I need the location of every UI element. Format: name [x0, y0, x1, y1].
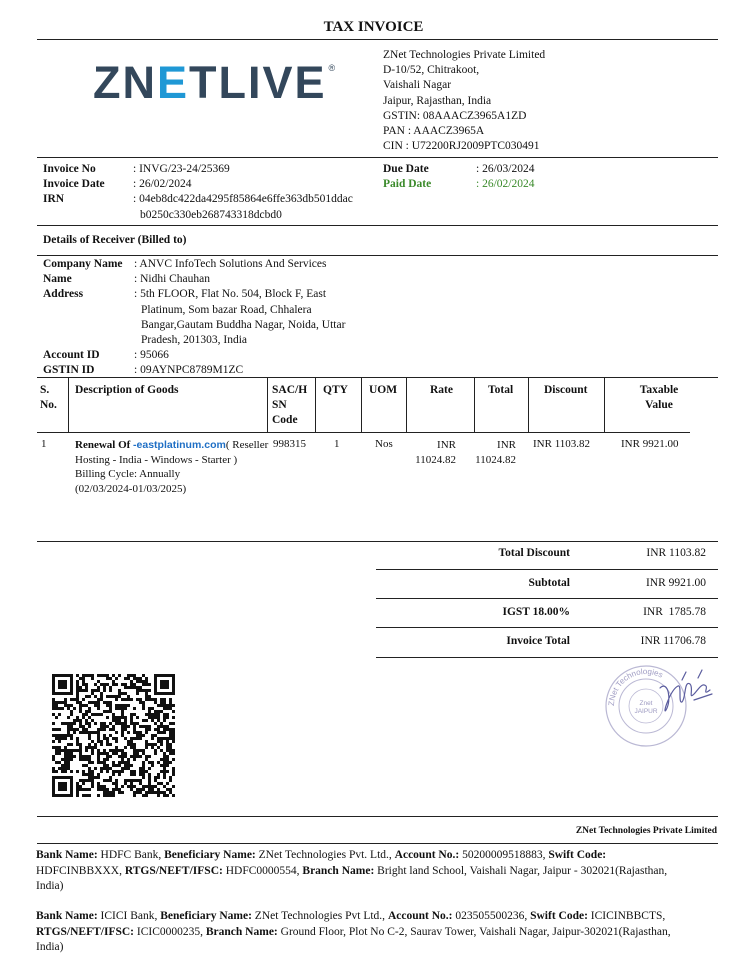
rate-value: 11024.82 — [415, 453, 456, 466]
bank-label: Branch Name: — [302, 864, 375, 877]
company-stamp — [598, 660, 718, 754]
table-header-border — [37, 432, 690, 433]
bank-value: HDFCINBBXXX, — [36, 864, 125, 877]
footer-company-name: ZNet Technologies Private Limited — [575, 826, 717, 836]
address-line: Bangar,Gautam Buddha Nagar, Noida, Uttar — [141, 318, 346, 331]
address-line: : 5th FLOOR, Flat No. 504, Block F, East — [134, 288, 327, 301]
bank-label: RTGS/NEFT/IFSC: — [124, 864, 223, 877]
company-name-label: Company Name — [43, 258, 123, 270]
bank-value: 50200009518883, — [459, 849, 549, 861]
bank-value: ICIC0000235, — [134, 925, 206, 938]
company-line: PAN : AAACZ3965A — [383, 125, 485, 138]
account-id-label: Account ID — [43, 349, 100, 362]
col-header-description: Description of Goods — [75, 384, 179, 396]
name-label: Name — [43, 273, 72, 286]
col-sep — [604, 377, 605, 433]
bank-label: Swift Code: — [548, 849, 607, 861]
svg-text:ZNet Technologies — [607, 667, 664, 706]
bank-value: India) — [36, 941, 64, 953]
subtotal-value: INR 9921.00 — [645, 577, 706, 589]
irn-value-cont: b0250c330eb268743318dcbd0 — [140, 208, 282, 221]
cell-discount: INR 1103.82 — [533, 438, 591, 450]
bank-label: Bank Name: — [36, 849, 98, 861]
bank-label: Account No.: — [394, 849, 460, 861]
total-value: 11024.82 — [475, 453, 516, 466]
cell-total — [470, 438, 516, 467]
desc-line: Hosting - India - Windows - Starter ) — [75, 453, 238, 466]
desc-line: Billing Cycle: Annually — [75, 468, 181, 480]
col-header-uom: UOM — [369, 384, 398, 396]
desc-rest: ( Reseller — [225, 439, 269, 451]
divider — [37, 255, 718, 256]
bank-label: Beneficiary Name: — [164, 849, 256, 861]
company-line: CIN : U72200RJ2009PTC030491 — [383, 140, 540, 153]
company-line: ZNet Technologies Private Limited — [383, 49, 546, 61]
bank-value: HDFC0000554, — [222, 864, 303, 877]
company-name-value: : ANVC InfoTech Solutions And Services — [134, 258, 327, 270]
company-address — [383, 48, 545, 154]
cell-sno: 1 — [41, 438, 47, 450]
bank-label: Branch Name: — [205, 925, 278, 938]
cell-taxable: INR 9921.00 — [621, 438, 679, 450]
col-header-total: Total — [488, 384, 514, 396]
rate-currency: INR — [437, 439, 456, 451]
due-labels — [383, 162, 431, 192]
bank-label: Swift Code: — [530, 910, 588, 922]
col-sep — [474, 377, 475, 433]
col-header-qty: QTY — [323, 384, 348, 396]
domain-link[interactable]: -eastplatinum.com — [133, 439, 226, 451]
divider — [37, 541, 718, 542]
cell-uom: Nos — [375, 438, 393, 450]
col-sep — [406, 377, 407, 433]
bank-value: 023505500236, — [452, 910, 531, 922]
header-text: Value — [645, 399, 673, 411]
igst-value: INR 1785.78 — [643, 606, 706, 618]
stamp-ring-text: ZNet Technologies — [606, 666, 665, 707]
qr-code — [52, 674, 175, 797]
document-title: TAX INVOICE — [323, 19, 424, 35]
cell-qty: 1 — [334, 438, 340, 450]
bank-value: ICICINBBCTS, — [587, 910, 666, 922]
divider — [376, 598, 718, 599]
gstin-id-value: : 09AYNPC8789M1ZC — [134, 364, 244, 377]
divider — [376, 569, 718, 570]
col-header-sno — [40, 383, 57, 413]
invoice-total-label: Invoice Total — [506, 635, 570, 647]
bank-details-hdfc — [36, 848, 716, 895]
col-header-taxable — [636, 383, 682, 413]
desc-line: (02/03/2024-01/03/2025) — [75, 482, 187, 495]
irn-value: : 04eb8dc422da4295f85864e6ffe363db501ddac — [133, 193, 353, 206]
company-line: Vaishali Nagar — [383, 79, 452, 92]
header-text: Code — [272, 414, 298, 426]
divider — [37, 39, 718, 40]
bank-value: ICICI Bank, — [97, 910, 161, 922]
header-text: S. — [40, 384, 50, 396]
company-line: GSTIN: 08AAACZ3965A1ZD — [383, 109, 527, 122]
invoice-values — [133, 162, 353, 223]
header-text: No. — [40, 399, 57, 411]
company-line: Jaipur, Rajasthan, India — [383, 94, 492, 107]
bank-details-icici — [36, 909, 716, 956]
header-text: SN — [272, 399, 287, 411]
col-sep — [68, 377, 69, 433]
table-top-border — [37, 377, 718, 378]
due-date-label: Due Date — [383, 163, 429, 175]
stamp-center-text: Znet — [639, 700, 653, 707]
receiver-labels — [43, 257, 123, 379]
irn-label: IRN — [43, 193, 65, 206]
address-line: Platinum, Som bazar Road, Chhalera — [141, 303, 312, 316]
bank-label: Account No.: — [387, 910, 453, 922]
divider — [37, 843, 718, 844]
stamp-center-text: JAIPUR — [634, 708, 658, 715]
company-logo: ZNETLIVE ® — [93, 57, 338, 108]
gstin-id-label: GSTIN ID — [43, 364, 95, 377]
total-currency: INR — [497, 439, 516, 451]
invoice-labels — [43, 162, 105, 208]
name-value: : Nidhi Chauhan — [134, 273, 211, 286]
due-date-value: : 26/03/2024 — [476, 163, 535, 175]
cell-rate — [410, 438, 456, 467]
col-header-discount: Discount — [544, 384, 588, 396]
header-text: SAC/H — [272, 384, 308, 396]
bank-label: RTGS/NEFT/IFSC: — [36, 925, 135, 938]
col-header-rate: Rate — [430, 384, 453, 396]
invoice-no-label: Invoice No — [43, 163, 96, 175]
subtotal-label: Subtotal — [528, 577, 570, 589]
divider — [37, 225, 718, 226]
invoice-no-value: : INVG/23-24/25369 — [133, 163, 230, 175]
divider — [376, 657, 718, 658]
divider — [376, 627, 718, 628]
desc-prefix: Renewal Of — [75, 439, 134, 451]
col-sep — [528, 377, 529, 433]
bank-value: India) — [36, 880, 64, 892]
total-discount-label: Total Discount — [498, 547, 570, 559]
bank-value: ZNet Technologies Pvt. Ltd., — [255, 849, 395, 861]
col-sep — [267, 377, 268, 433]
igst-label: IGST 18.00% — [502, 606, 570, 618]
header-text: Taxable — [639, 384, 679, 396]
qr-modules — [52, 674, 175, 797]
cell-description — [75, 438, 268, 496]
col-header-sac — [272, 383, 307, 428]
divider — [37, 816, 718, 817]
bank-value: ZNet Technologies Pvt Ltd., — [251, 910, 388, 922]
invoice-date-label: Invoice Date — [43, 178, 105, 191]
paid-date-value: : 26/02/2024 — [476, 178, 535, 191]
due-values — [476, 162, 534, 192]
col-sep — [315, 377, 316, 433]
total-discount-value: INR 1103.82 — [646, 547, 706, 559]
bank-value: Bright land School, Vaishali Nagar, Jaipur - 302021(Rajasthan, — [374, 864, 668, 877]
account-id-value: : 95066 — [134, 349, 169, 362]
invoice-total-value: INR 11706.78 — [640, 635, 706, 647]
receiver-values — [134, 257, 345, 379]
bank-value: HDFC Bank, — [97, 849, 165, 861]
company-line: D-10/52, Chitrakoot, — [383, 64, 480, 77]
cell-sac: 998315 — [273, 438, 306, 450]
invoice-date-value: : 26/02/2024 — [133, 178, 192, 191]
qr-code-image — [52, 674, 175, 797]
col-sep — [361, 377, 362, 433]
divider — [37, 157, 718, 158]
address-label: Address — [43, 288, 84, 301]
bank-value: Ground Floor, Plot No C-2, Saurav Tower, Vaishali Nagar, Jaipur-302021(Rajasthan, — [277, 925, 671, 938]
bank-label: Bank Name: — [36, 910, 98, 922]
address-line: Pradesh, 201303, India — [141, 334, 248, 347]
paid-date-label: Paid Date — [383, 178, 432, 191]
bank-label: Beneficiary Name: — [160, 910, 252, 922]
receiver-heading: Details of Receiver (Billed to) — [43, 234, 187, 246]
